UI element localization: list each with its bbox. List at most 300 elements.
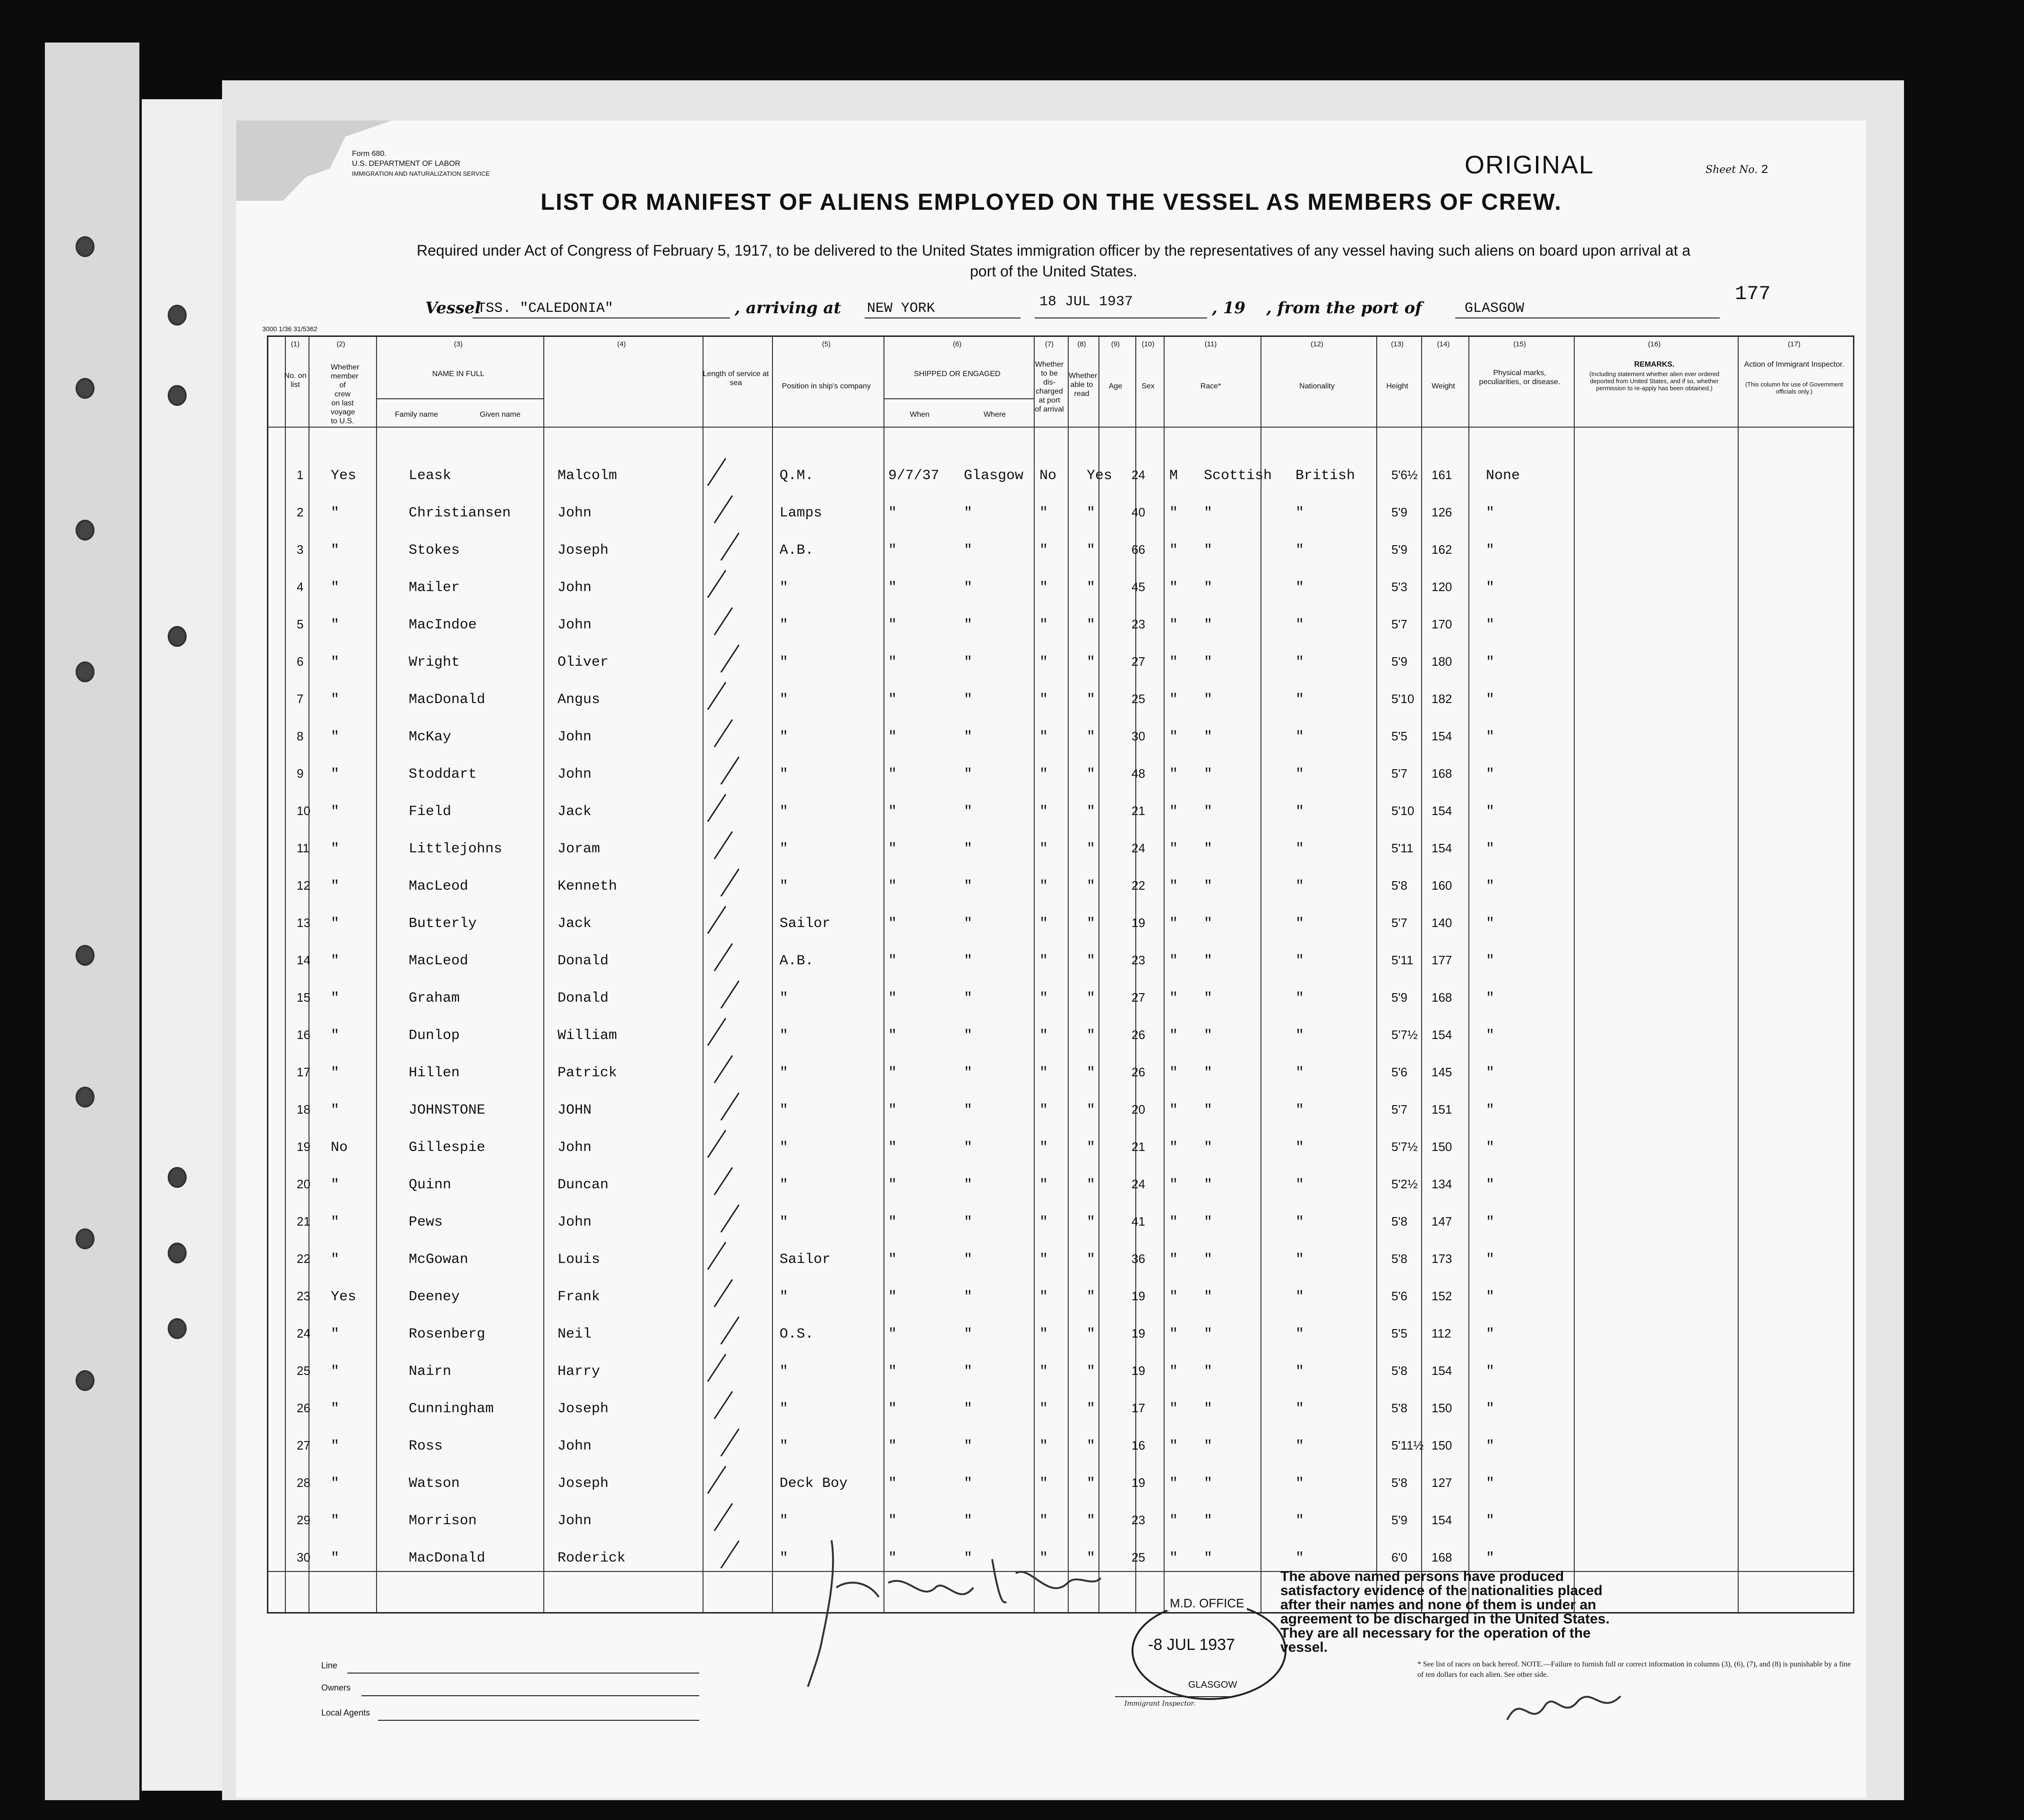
cell-sex: " <box>1169 617 1178 633</box>
cell-given: Louis <box>557 1252 600 1268</box>
page-subtitle: Required under Act of Congress of February 5, 1917, to be delivered to the United States immigration officer by the representatives of any vessel having such aliens on board upon arrival at a port of the United States. <box>416 242 1691 280</box>
cell-where: " <box>964 617 973 633</box>
cell-height: 5'8 <box>1391 878 1407 893</box>
cell-no: 14 <box>297 953 310 967</box>
header-read: Whether able to read <box>1069 372 1098 398</box>
cell-discharged: " <box>1039 766 1048 782</box>
cell-marks: " <box>1486 654 1495 670</box>
cell-no: 7 <box>297 692 304 706</box>
cell-race: " <box>1204 1140 1213 1156</box>
sheet-label: Sheet No. <box>1706 164 1758 176</box>
cell-discharged: " <box>1039 878 1048 894</box>
cell-where: " <box>964 1476 973 1492</box>
cell-nationality: " <box>1295 1102 1304 1118</box>
cell-nationality: " <box>1295 1401 1304 1417</box>
cell-where: " <box>964 766 973 782</box>
cell-position: " <box>780 841 789 857</box>
cell-weight: 160 <box>1432 878 1452 893</box>
cell-weight: 170 <box>1432 617 1452 631</box>
cell-no: 8 <box>297 729 304 743</box>
table-row <box>0 580 2024 618</box>
cell-when: " <box>888 766 897 782</box>
cell-when: " <box>888 580 897 596</box>
cell-read: " <box>1087 729 1096 745</box>
page-title: LIST OR MANIFEST OF ALIENS EMPLOYED ON THE VESSEL AS MEMBERS OF CREW. <box>540 189 1562 215</box>
cell-read: " <box>1087 1326 1096 1342</box>
header-given-name: Given name <box>480 411 521 419</box>
cell-nationality: British <box>1295 468 1355 484</box>
cell-family: Cunningham <box>409 1401 494 1417</box>
cell-last: " <box>331 617 340 633</box>
cell-last: " <box>331 1214 340 1230</box>
cell-height: 5'9 <box>1391 505 1407 519</box>
cell-sex: " <box>1169 692 1178 708</box>
cell-race: " <box>1204 804 1213 820</box>
cell-family: Stoddart <box>409 766 477 782</box>
cell-where: " <box>964 505 973 521</box>
cell-read: " <box>1087 1177 1096 1193</box>
cell-race: " <box>1204 1214 1213 1230</box>
cell-height: 5'9 <box>1391 654 1407 669</box>
colnum-9: (9) <box>1111 340 1120 348</box>
cell-no: 19 <box>297 1140 310 1154</box>
colnum-2: (2) <box>336 340 345 348</box>
colnum-17: (17) <box>1788 340 1801 348</box>
owners-label: Owners <box>321 1683 351 1692</box>
cell-age: 27 <box>1132 654 1145 669</box>
cell-when: 9/7/37 <box>888 468 940 484</box>
cell-weight: 182 <box>1432 692 1452 706</box>
cell-where: " <box>964 878 973 894</box>
table-row <box>0 1140 2024 1177</box>
stamp-city: GLASGOW <box>1188 1680 1237 1690</box>
cell-read: " <box>1087 1364 1096 1380</box>
cell-nationality: " <box>1295 1028 1304 1044</box>
cell-marks: " <box>1486 1028 1495 1044</box>
master-signature <box>1502 1682 1625 1734</box>
cell-height: 5'8 <box>1391 1214 1407 1228</box>
cell-discharged: " <box>1039 692 1048 708</box>
cell-weight: 140 <box>1432 916 1452 930</box>
cell-marks: " <box>1486 1065 1495 1081</box>
cell-given: John <box>557 1214 592 1230</box>
service-tick-mark <box>716 1427 745 1458</box>
cell-race: " <box>1204 990 1213 1006</box>
table-row <box>0 916 2024 953</box>
cell-read: " <box>1087 804 1096 820</box>
service-tick-mark <box>703 1352 731 1383</box>
cell-given: Joram <box>557 841 600 857</box>
cell-read: " <box>1087 1252 1096 1268</box>
cell-no: 15 <box>297 990 310 1004</box>
cell-given: Patrick <box>557 1065 617 1081</box>
cell-height: 5'8 <box>1391 1476 1407 1490</box>
cell-age: 23 <box>1132 1513 1145 1527</box>
cell-discharged: " <box>1039 990 1048 1006</box>
form-info <box>352 149 490 179</box>
cell-last: " <box>331 1364 340 1380</box>
cell-no: 20 <box>297 1177 310 1191</box>
cell-marks: " <box>1486 766 1495 782</box>
service-tick-mark <box>716 1539 745 1570</box>
cell-when: " <box>888 1028 897 1044</box>
cell-discharged: " <box>1039 1028 1048 1044</box>
header-discharged: Whether to be dis-charged at port of arrival <box>1035 361 1064 413</box>
cell-weight: 152 <box>1432 1289 1452 1303</box>
cell-no: 21 <box>297 1214 310 1228</box>
cell-no: 11 <box>297 841 309 855</box>
service-tick-mark <box>703 1128 731 1159</box>
cell-discharged: " <box>1039 804 1048 820</box>
cell-last: " <box>331 1438 340 1454</box>
cell-family: MacIndoe <box>409 617 477 633</box>
cell-given: Jack <box>557 916 592 932</box>
cell-weight: 173 <box>1432 1252 1452 1266</box>
department-name: U.S. DEPARTMENT OF LABOR <box>352 160 461 168</box>
cell-no: 12 <box>297 878 310 893</box>
cell-family: Hillen <box>409 1065 460 1081</box>
service-tick-mark <box>710 942 738 973</box>
cell-where: Glasgow <box>964 468 1024 484</box>
cell-given: John <box>557 766 592 782</box>
colnum-1: (1) <box>291 340 300 348</box>
cell-marks: " <box>1486 878 1495 894</box>
cell-position: " <box>780 878 789 894</box>
cell-marks: " <box>1486 1214 1495 1230</box>
cell-no: 6 <box>297 654 304 669</box>
cell-position: " <box>780 1065 789 1081</box>
header-when: When <box>909 411 930 419</box>
header-sex: Sex <box>1141 382 1155 390</box>
cell-marks: " <box>1486 1252 1495 1268</box>
cell-sex: " <box>1169 990 1178 1006</box>
header-remarks: REMARKS. <box>1634 361 1675 369</box>
cell-age: 26 <box>1132 1065 1145 1079</box>
service-tick-mark <box>716 1315 745 1346</box>
cell-nationality: " <box>1295 953 1304 969</box>
cell-age: 24 <box>1132 841 1145 855</box>
cell-given: Neil <box>557 1326 592 1342</box>
header-where: Where <box>983 411 1006 419</box>
service-tick-mark <box>710 718 738 749</box>
cell-family: Mailer <box>409 580 460 596</box>
cell-race: " <box>1204 1476 1213 1492</box>
cell-nationality: " <box>1295 990 1304 1006</box>
cell-where: " <box>964 1065 973 1081</box>
cell-where: " <box>964 1140 973 1156</box>
cell-height: 5'8 <box>1391 1364 1407 1378</box>
cell-sex: " <box>1169 878 1178 894</box>
cell-weight: 147 <box>1432 1214 1452 1228</box>
cell-marks: " <box>1486 1513 1495 1529</box>
cell-position: " <box>780 1438 789 1454</box>
cell-family: MacLeod <box>409 953 469 969</box>
cell-no: 3 <box>297 542 304 557</box>
service-tick-mark <box>703 1016 731 1047</box>
header-physical-marks: Physical marks, peculiarities, or disease. <box>1479 369 1561 386</box>
cell-family: JOHNSTONE <box>409 1102 486 1118</box>
cell-age: 19 <box>1132 1289 1145 1303</box>
cell-nationality: " <box>1295 841 1304 857</box>
cell-race: " <box>1204 1177 1213 1193</box>
table-row <box>0 878 2024 916</box>
cell-sex: " <box>1169 1326 1178 1342</box>
cell-where: " <box>964 1364 973 1380</box>
table-row <box>0 729 2024 767</box>
cell-given: Donald <box>557 990 609 1006</box>
cell-height: 5'7 <box>1391 916 1407 930</box>
cell-sex: " <box>1169 505 1178 521</box>
table-row <box>0 804 2024 841</box>
line-underline <box>347 1673 699 1674</box>
cell-given: Joseph <box>557 1476 609 1492</box>
table-row <box>0 468 2024 506</box>
cell-nationality: " <box>1295 1438 1304 1454</box>
table-row <box>0 766 2024 804</box>
cell-race: " <box>1204 580 1213 596</box>
cell-nationality: " <box>1295 878 1304 894</box>
cell-last: " <box>331 654 340 670</box>
cell-position: A.B. <box>780 953 814 969</box>
cell-height: 5'10 <box>1391 804 1415 818</box>
cell-position: " <box>780 1364 789 1380</box>
cell-last: " <box>331 1401 340 1417</box>
cell-last: " <box>331 692 340 708</box>
cell-sex: " <box>1169 1177 1178 1193</box>
table-row <box>0 1214 2024 1252</box>
cell-when: " <box>888 1476 897 1492</box>
cell-last: " <box>331 580 340 596</box>
cell-position: Lamps <box>780 505 823 521</box>
cell-given: John <box>557 505 592 521</box>
cell-discharged: " <box>1039 1214 1048 1230</box>
sheet-value: 2 <box>1761 163 1768 177</box>
table-row <box>0 1102 2024 1140</box>
cell-when: " <box>888 1438 897 1454</box>
cell-given: William <box>557 1028 617 1044</box>
cell-given: Jack <box>557 804 592 820</box>
cell-read: " <box>1087 654 1096 670</box>
cell-marks: " <box>1486 729 1495 745</box>
cell-race: " <box>1204 841 1213 857</box>
cell-discharged: " <box>1039 1289 1048 1305</box>
service-tick-mark <box>703 904 731 936</box>
service-tick-mark <box>703 1240 731 1271</box>
cell-last: Yes <box>331 1289 357 1305</box>
cell-age: 36 <box>1132 1252 1145 1266</box>
cell-height: 5'10 <box>1391 692 1415 706</box>
cell-height: 5'7½ <box>1391 1140 1418 1154</box>
cell-nationality: " <box>1295 804 1304 820</box>
cell-when: " <box>888 1177 897 1193</box>
cell-read: " <box>1087 580 1096 596</box>
agents-underline <box>378 1720 699 1721</box>
cell-read: " <box>1087 1401 1096 1417</box>
cell-where: " <box>964 1438 973 1454</box>
cell-age: 19 <box>1132 1476 1145 1490</box>
cell-family: Butterly <box>409 916 477 932</box>
table-row <box>0 1401 2024 1439</box>
cell-where: " <box>964 841 973 857</box>
cell-race: " <box>1204 1065 1213 1081</box>
cell-age: 27 <box>1132 990 1145 1004</box>
service-tick-mark <box>703 456 731 488</box>
cell-sex: " <box>1169 953 1178 969</box>
cell-height: 5'5 <box>1391 729 1407 743</box>
table-row <box>0 1252 2024 1289</box>
cell-nationality: " <box>1295 617 1304 633</box>
cell-read: " <box>1087 1550 1096 1566</box>
cell-race: " <box>1204 505 1213 521</box>
header-action-note: (This column for use of Government officials only.) <box>1745 381 1844 395</box>
cell-position: Deck Boy <box>780 1476 848 1492</box>
cell-nationality: " <box>1295 1252 1304 1268</box>
table-row <box>0 841 2024 879</box>
cell-read: " <box>1087 1289 1096 1305</box>
cell-read: " <box>1087 1028 1096 1044</box>
cell-height: 5'8 <box>1391 1401 1407 1415</box>
cell-family: MacDonald <box>409 692 486 708</box>
header-position: Position in ship's company <box>781 382 871 390</box>
cell-sex: " <box>1169 804 1178 820</box>
cell-position: Sailor <box>780 1252 831 1268</box>
service-tick-mark <box>703 568 731 600</box>
cell-where: " <box>964 1028 973 1044</box>
cell-where: " <box>964 692 973 708</box>
cell-position: " <box>780 654 789 670</box>
agents-label: Local Agents <box>321 1708 370 1717</box>
cell-no: 18 <box>297 1102 310 1116</box>
cell-read: " <box>1087 1513 1096 1529</box>
cell-last: " <box>331 990 340 1006</box>
cell-discharged: " <box>1039 1364 1048 1380</box>
header-age: Age <box>1108 382 1123 390</box>
cell-weight: 120 <box>1432 580 1452 594</box>
cell-marks: " <box>1486 542 1495 558</box>
cell-weight: 150 <box>1432 1401 1452 1415</box>
cell-no: 25 <box>297 1364 310 1378</box>
footnote: * See list of races on back hereof. NOTE.—Failure to furnish full or correct information in columns (3), (6), (7), and (8) is punishable by a fine of ten dollars for each alien. See other side. <box>1417 1660 1851 1679</box>
cell-weight: 154 <box>1432 804 1452 818</box>
cell-no: 2 <box>297 505 304 519</box>
cell-last: " <box>331 1065 340 1081</box>
cell-age: 26 <box>1132 1028 1145 1042</box>
cell-family: Pews <box>409 1214 443 1230</box>
cell-age: 22 <box>1132 878 1145 893</box>
cell-race: " <box>1204 729 1213 745</box>
cell-when: " <box>888 729 897 745</box>
cell-nationality: " <box>1295 1513 1304 1529</box>
owners-underline <box>361 1695 699 1696</box>
cell-age: 25 <box>1132 1550 1145 1564</box>
cell-discharged: " <box>1039 617 1048 633</box>
cell-read: " <box>1087 990 1096 1006</box>
service-tick-mark <box>703 1464 731 1495</box>
cell-age: 25 <box>1132 692 1145 706</box>
cell-given: Roderick <box>557 1550 626 1566</box>
cell-race: " <box>1204 953 1213 969</box>
cell-when: " <box>888 878 897 894</box>
cell-sex: " <box>1169 580 1178 596</box>
cell-sex: " <box>1169 841 1178 857</box>
cell-where: " <box>964 1252 973 1268</box>
cell-last: " <box>331 542 340 558</box>
cell-nationality: " <box>1295 1550 1304 1566</box>
vessel-name: TSS. "CALEDONIA" <box>477 300 614 317</box>
cell-age: 23 <box>1132 617 1145 631</box>
cell-family: McGowan <box>409 1252 469 1268</box>
cell-read: " <box>1087 1214 1096 1230</box>
colnum-5: (5) <box>822 340 831 348</box>
header-family-name: Family name <box>395 411 438 419</box>
cell-where: " <box>964 804 973 820</box>
cell-position: " <box>780 990 789 1006</box>
original-stamp: ORIGINAL <box>1465 151 1595 179</box>
cell-nationality: " <box>1295 1214 1304 1230</box>
cell-last: No <box>331 1140 348 1156</box>
cell-nationality: " <box>1295 580 1304 596</box>
service-tick-mark <box>710 494 738 525</box>
cell-no: 16 <box>297 1028 310 1042</box>
cell-when: " <box>888 916 897 932</box>
cell-age: 21 <box>1132 1140 1145 1154</box>
cell-family: Wright <box>409 654 460 670</box>
cell-position: Q.M. <box>780 468 814 484</box>
cell-nationality: " <box>1295 505 1304 521</box>
cell-race: " <box>1204 654 1213 670</box>
cell-height: 6'0 <box>1391 1550 1407 1564</box>
cell-sex: " <box>1169 654 1178 670</box>
cell-race: " <box>1204 692 1213 708</box>
cell-when: " <box>888 1550 897 1566</box>
header-nationality: Nationality <box>1299 382 1335 390</box>
cell-where: " <box>964 1214 973 1230</box>
cell-nationality: " <box>1295 766 1304 782</box>
cell-when: " <box>888 1326 897 1342</box>
cell-height: 5'7 <box>1391 766 1407 781</box>
cell-height: 5'6½ <box>1391 468 1418 482</box>
cell-height: 5'9 <box>1391 542 1407 557</box>
cell-last: " <box>331 1252 340 1268</box>
header-shipped: SHIPPED OR ENGAGED <box>914 370 1001 378</box>
cell-where: " <box>964 1177 973 1193</box>
cell-marks: " <box>1486 505 1495 521</box>
cell-weight: 150 <box>1432 1438 1452 1452</box>
cell-when: " <box>888 1214 897 1230</box>
cell-discharged: " <box>1039 1513 1048 1529</box>
table-row <box>0 990 2024 1028</box>
cell-marks: " <box>1486 990 1495 1006</box>
cell-no: 10 <box>297 804 310 818</box>
cell-discharged: " <box>1039 1476 1048 1492</box>
inspector-label: Immigrant Inspector. <box>1124 1700 1196 1708</box>
cell-sex: " <box>1169 1401 1178 1417</box>
cell-race: Scottish <box>1204 468 1272 484</box>
cell-marks: " <box>1486 841 1495 857</box>
cell-age: 20 <box>1132 1102 1145 1116</box>
vessel-label: Vessel <box>425 299 481 318</box>
table-row <box>0 505 2024 543</box>
colnum-15: (15) <box>1513 340 1526 348</box>
colnum-3: (3) <box>454 340 463 348</box>
cell-position: " <box>780 1289 789 1305</box>
cell-age: 24 <box>1132 1177 1145 1191</box>
table-row <box>0 654 2024 692</box>
cell-family: Deeney <box>409 1289 460 1305</box>
service-tick-mark <box>716 643 745 674</box>
cell-position: " <box>780 617 789 633</box>
cell-nationality: " <box>1295 1289 1304 1305</box>
